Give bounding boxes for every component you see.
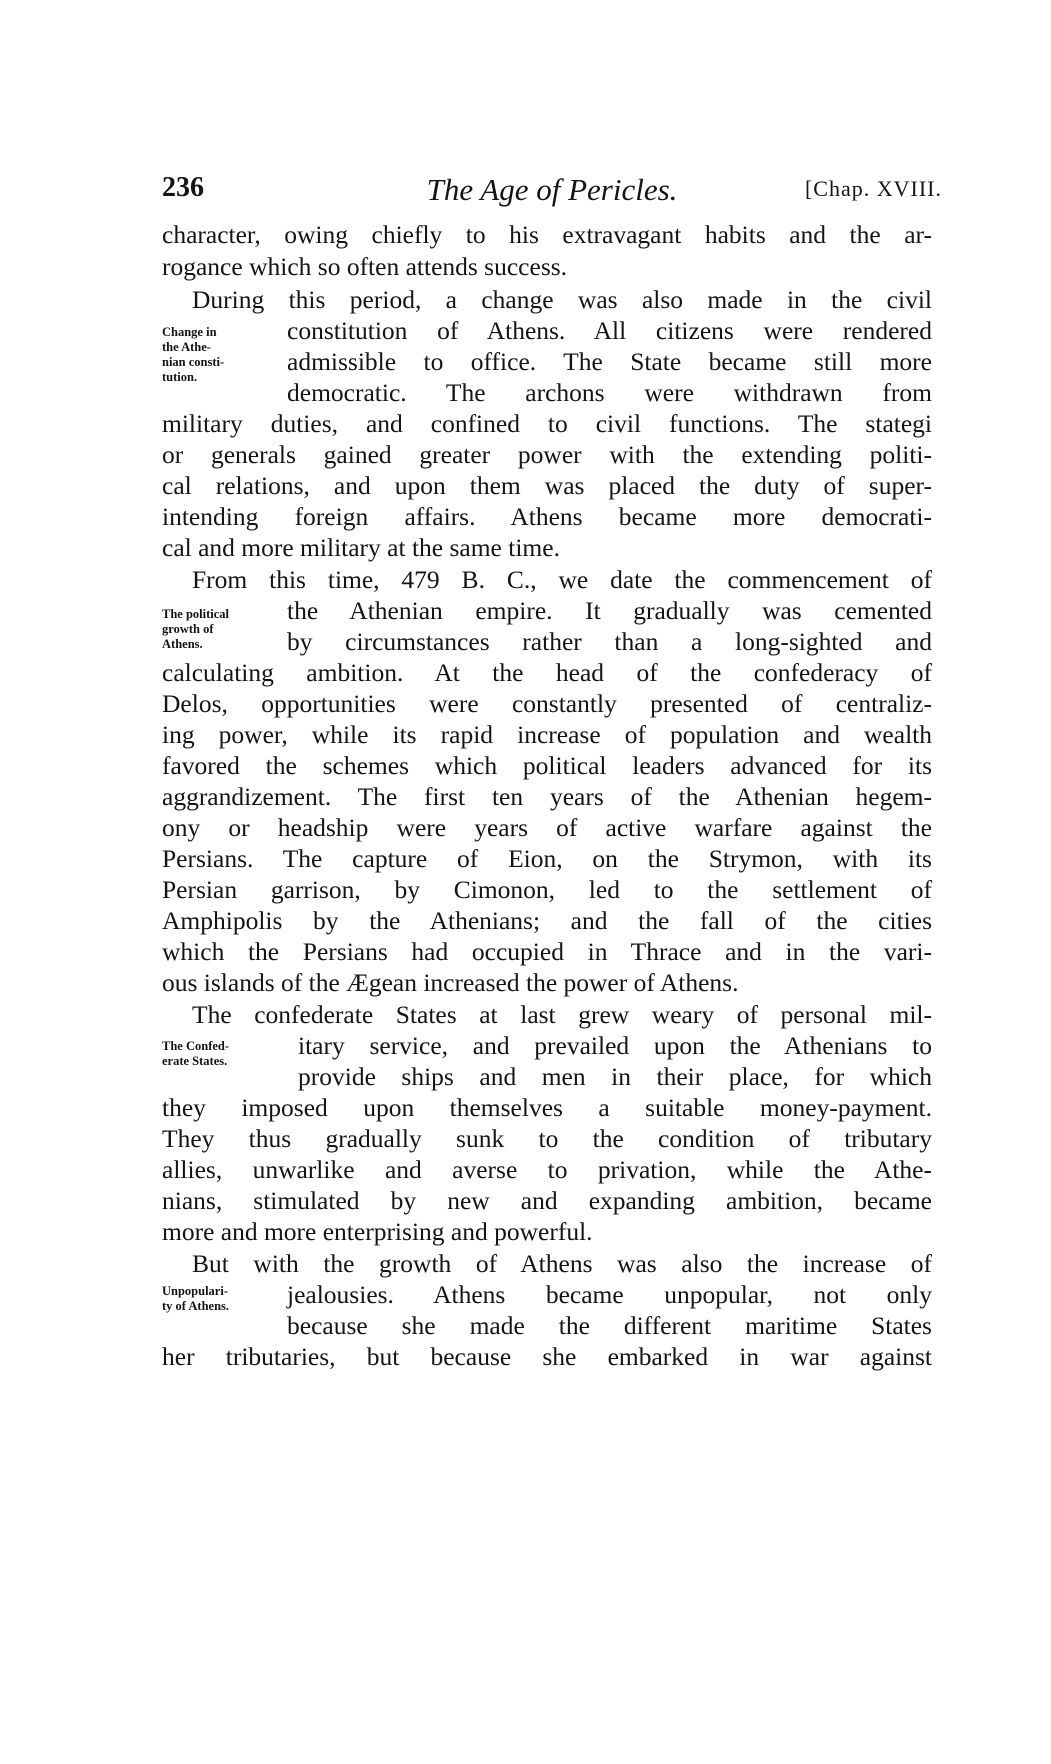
text-line: calculating ambition. At the head of the confederacy of — [162, 658, 932, 687]
text-line: admissible to office. The State became still more — [287, 347, 932, 376]
text-line: Persians. The capture of Eion, on the Strymon, with its — [162, 844, 932, 873]
sidenote-constitution — [162, 325, 224, 385]
text-line: cal and more military at the same time. — [162, 533, 560, 562]
text-line: But with the growth of Athens was also the increase of — [192, 1249, 932, 1278]
text-line: They thus gradually sunk to the condition of tributary — [162, 1124, 932, 1153]
sidenote-line: tution. — [162, 370, 198, 384]
text-line: by circumstances rather than a long-sighted and — [287, 627, 932, 656]
text-line: because she made the different maritime States — [287, 1311, 932, 1340]
text-line: allies, unwarlike and averse to privation, while the Athe- — [162, 1155, 932, 1184]
sidenote-line: Change in — [162, 325, 217, 339]
text-line: aggrandizement. The first ten years of the Athenian hegem- — [162, 782, 932, 811]
chapter-reference: [Chap. XVIII. — [804, 176, 942, 201]
sidenote-line: Athens. — [162, 637, 203, 651]
text-line: ing power, while its rapid increase of population and wealth — [162, 720, 932, 749]
sidenote-confederate-states — [162, 1039, 229, 1069]
text-line: character, owing chiefly to his extravagant habits and the ar- — [162, 220, 932, 249]
text-line: Delos, opportunities were constantly presented of centraliz- — [162, 689, 932, 718]
text-line: jealousies. Athens became unpopular, not only — [287, 1280, 932, 1309]
sidenote-line: erate States. — [162, 1054, 228, 1068]
sidenote-line: The Confed- — [162, 1039, 230, 1053]
text-line: The confederate States at last grew weary of personal mil- — [192, 1000, 932, 1029]
text-line: favored the schemes which political leaders advanced for its — [162, 751, 932, 780]
sidenote-line: The political — [162, 607, 230, 621]
text-line: From this time, 479 B. C., we date the commencement of — [192, 565, 932, 594]
text-line: rogance which so often attends success. — [162, 252, 568, 281]
text-line: During this period, a change was also made in the civil — [192, 285, 932, 314]
sidenote-unpopularity — [162, 1284, 229, 1314]
running-header — [162, 172, 942, 216]
sidenote-political-growth — [162, 607, 229, 652]
text-line: ous islands of the Ægean increased the power of Athens. — [162, 968, 739, 997]
text-line: her tributaries, but because she embarked in war against — [162, 1342, 932, 1371]
text-line: ony or headship were years of active warfare against the — [162, 813, 932, 842]
text-line: or generals gained greater power with the extending politi- — [162, 440, 932, 469]
text-line: provide ships and men in their place, for which — [298, 1062, 932, 1091]
text-line: itary service, and prevailed upon the Athenians to — [298, 1031, 932, 1060]
running-title: The Age of Pericles. — [426, 172, 678, 207]
text-line: more and more enterprising and powerful. — [162, 1217, 593, 1246]
sidenote-line: Unpopulari- — [162, 1284, 228, 1298]
text-line: intending foreign affairs. Athens became more democrati- — [162, 502, 932, 531]
page-number: 236 — [162, 172, 204, 203]
text-line: Amphipolis by the Athenians; and the fall of the cities — [162, 906, 932, 935]
sidenote-line: the Athe- — [162, 340, 211, 354]
text-line: democratic. The archons were withdrawn from — [287, 378, 932, 407]
text-line: the Athenian empire. It gradually was cemented — [287, 596, 932, 625]
text-line: which the Persians had occupied in Thrace and in the vari- — [162, 937, 932, 966]
text-line: military duties, and confined to civil functions. The stategi — [162, 409, 932, 438]
text-line: nians, stimulated by new and expanding ambition, became — [162, 1186, 932, 1215]
sidenote-line: growth of — [162, 622, 214, 636]
text-line: cal relations, and upon them was placed the duty of super- — [162, 471, 932, 500]
sidenote-line: nian consti- — [162, 355, 225, 369]
text-line: Persian garrison, by Cimonon, led to the settlement of — [162, 875, 932, 904]
text-line: constitution of Athens. All citizens were rendered — [287, 316, 932, 345]
sidenote-line: ty of Athens. — [162, 1299, 230, 1313]
text-line: they imposed upon themselves a suitable money-payment. — [162, 1093, 932, 1122]
